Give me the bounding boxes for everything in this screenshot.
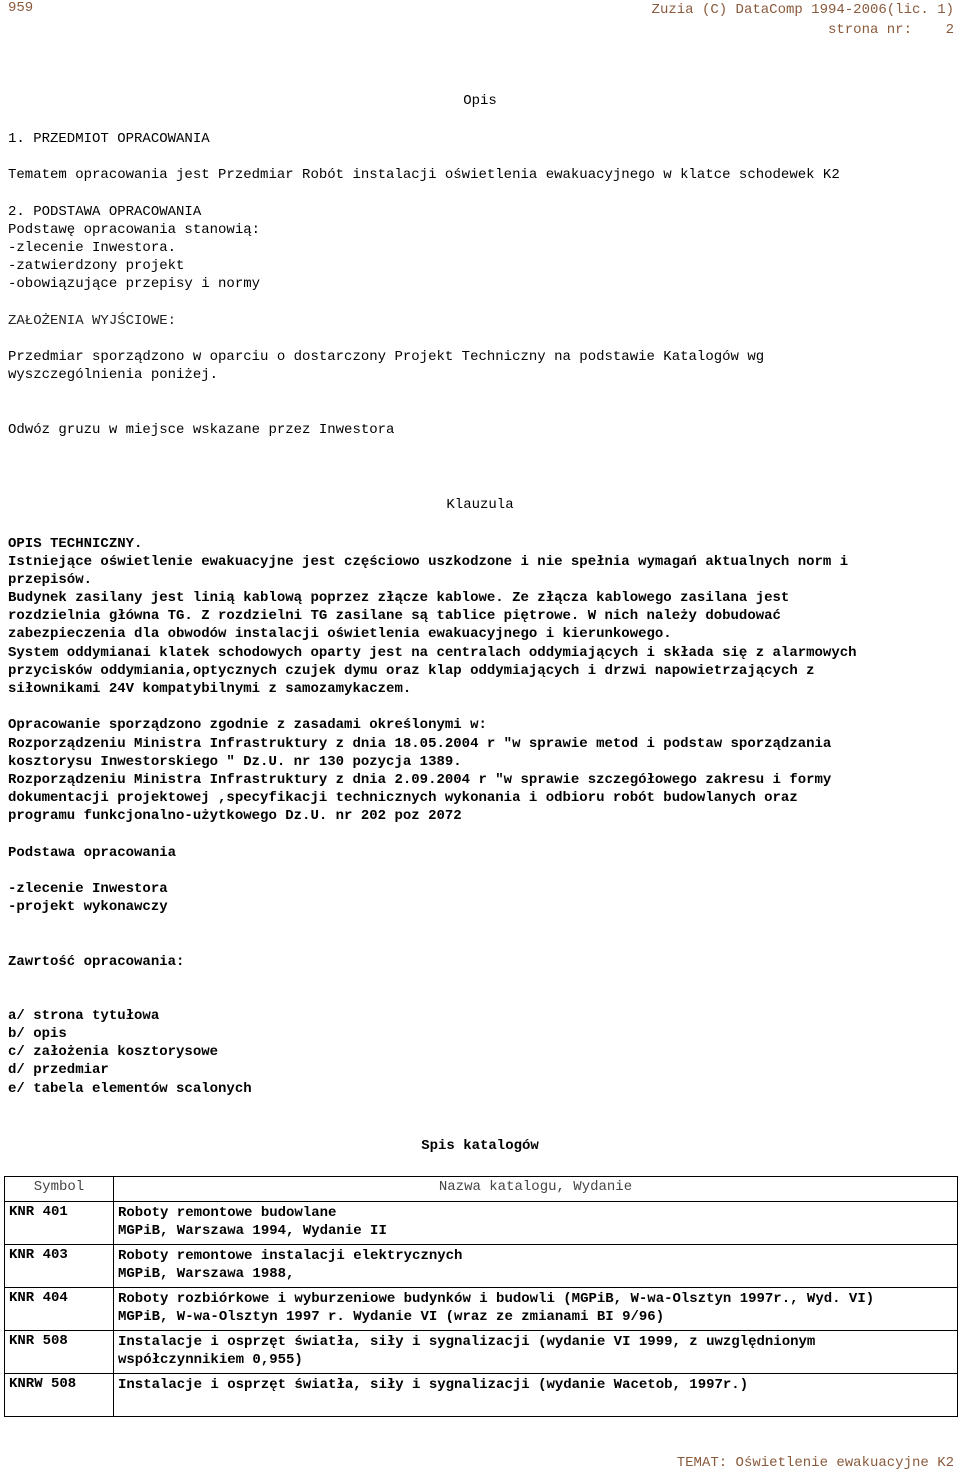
catalog-name-line: MGPiB, Warszawa 1994, Wydanie II (118, 1223, 387, 1239)
zawartosc-item: c/ założenia kosztorysowe (8, 1044, 219, 1060)
opis-title: Opis (463, 93, 497, 109)
header-page-label: strona nr: 2 (827, 22, 954, 38)
sec2-line: -zlecenie Inwestora. (8, 240, 177, 256)
podstawa-line: -projekt wykonawczy (8, 899, 168, 915)
table-row (5, 1374, 958, 1417)
opis-tech-line: siłownikami 24V kompatybilnymi z samozamykaczem. (8, 681, 412, 697)
page-header (0, 0, 960, 40)
opis-tech-line: zabezpieczenia dla obwodów instalacji oświetlenia ewakuacyjnego i kierunkowego. (8, 626, 672, 642)
catalog-table (4, 1176, 958, 1417)
catalog-name (114, 1245, 958, 1288)
sec2-line: -obowiązujące przepisy i normy (8, 276, 261, 292)
catalog-symbol: KNR 403 (5, 1245, 114, 1288)
catalog-name (114, 1202, 958, 1245)
rozporzadzenia-line: kosztorysu Inwestorskiego " Dz.U. nr 130 pozycja 1389. (8, 754, 462, 770)
opis-tech-line: przepisów. (8, 572, 93, 588)
table-row (5, 1288, 958, 1331)
opis-tech-line: przycisków oddymiania,optycznych czujek dymu oraz klap oddymiających i drzwi napowietrzających z (8, 663, 815, 679)
table-row (5, 1245, 958, 1288)
catalog-header-row (5, 1177, 958, 1202)
table-row (5, 1331, 958, 1374)
footer-temat: TEMAT: Oświetlenie ewakuacyjne K2 (676, 1455, 954, 1471)
catalog-name (114, 1374, 958, 1417)
podstawa-line: -zlecenie Inwestora (8, 881, 168, 897)
podstawa-heading: Podstawa opracowania (8, 845, 177, 861)
opis-tech-line: rozdzielnia główna TG. Z rozdzielni TG zasilane są tablice piętrowe. W nich należy dobudować (8, 608, 781, 624)
catalog-name-line: MGPiB, W-wa-Olsztyn 1997 r. Wydanie VI (wraz ze zmianami BI 9/96) (118, 1309, 665, 1325)
sec1-text: Tematem opracowania jest Przedmiar Robót instalacji oświetlenia ewakuacyjnego w klatce schodewek K2 (8, 167, 840, 183)
catalog-name-line: Instalacje i osprzęt światła, siły i sygnalizacji (wydanie VI 1999, z uwzględnionym (118, 1334, 816, 1350)
zalozenia-line: Przedmiar sporządzono w oparciu o dostarczony Projekt Techniczny na podstawie Katalogów wg (8, 349, 765, 365)
opis-tech-line: System oddymianai klatek schodowych oparty jest na centralach oddymiających i składa się z alarmowych (8, 645, 857, 661)
zawartosc-item: a/ strona tytułowa (8, 1008, 160, 1024)
sec2-line: -zatwierdzony projekt (8, 258, 185, 274)
catalog-name-line: Roboty rozbiórkowe i wyburzeniowe budynków i budowli (MGPiB, W-wa-Olsztyn 1997r., Wyd. VI) (118, 1291, 875, 1307)
header-right (652, 0, 954, 40)
zalozenia-line: wyszczególnienia poniżej. (8, 367, 219, 383)
catalog-name (114, 1331, 958, 1374)
catalog-name (114, 1288, 958, 1331)
klauzula-title: Klauzula (446, 497, 514, 513)
rozporzadzenia-line: programu funkcjonalno-użytkowego Dz.U. nr 202 poz 2072 (8, 808, 462, 824)
opis-tech-line: OPIS TECHNICZNY. (8, 536, 143, 552)
catalog-name-line: MGPiB, Warszawa 1988, (118, 1266, 295, 1282)
sec2-line: Podstawę opracowania stanowią: (8, 222, 261, 238)
catalog-symbol: KNR 404 (5, 1288, 114, 1331)
opis-tech-line: Budynek zasilany jest linią kablową poprzez złącze kablowe. Ze złącza kablowego zasilana jest (8, 590, 790, 606)
zawartosc-item: e/ tabela elementów scalonych (8, 1081, 252, 1097)
zawartosc-heading: Zawrtość opracowania: (8, 954, 185, 970)
opis-tech-line: Istniejące oświetlenie ewakuacyjne jest częściowo uszkodzone i nie spełnia wymagań aktualnych norm i (8, 554, 849, 570)
zawartosc-item: b/ opis (8, 1026, 67, 1042)
rozporzadzenia-line: Rozporządzeniu Ministra Infrastruktury z dnia 2.09.2004 r "w sprawie szczegółowego zakresu i formy (8, 772, 832, 788)
odwoz-gruzu: Odwóz gruzu w miejsce wskazane przez Inwestora (8, 422, 395, 438)
sec2-heading: 2. PODSTAWA OPRACOWANIA (8, 204, 202, 220)
catalog-symbol: KNR 401 (5, 1202, 114, 1245)
col-name: Nazwa katalogu, Wydanie (114, 1177, 958, 1202)
katalogi-title: Spis katalogów (421, 1138, 539, 1154)
rozporzadzenia-line: Opracowanie sporządzono zgodnie z zasadami określonymi w: (8, 717, 487, 733)
catalog-symbol: KNRW 508 (5, 1374, 114, 1417)
sec1-heading: 1. PRZEDMIOT OPRACOWANIA (8, 131, 210, 147)
catalog-name-line: Instalacje i osprzęt światła, siły i sygnalizacji (wydanie Wacetob, 1997r.) (118, 1377, 749, 1393)
zawartosc-item: d/ przedmiar (8, 1062, 109, 1078)
rozporzadzenia-line: dokumentacji projektowej ,specyfikacji technicznych wykonania i odbioru robót budowlanych oraz (8, 790, 798, 806)
zalozenia-heading: ZAŁOŻENIA WYJŚCIOWE: (8, 313, 177, 329)
col-symbol: Symbol (5, 1177, 114, 1202)
catalog-name-line: Roboty remontowe instalacji elektrycznych (118, 1248, 463, 1264)
catalog-name-line: Roboty remontowe budowlane (118, 1205, 337, 1221)
header-software: Zuzia (C) DataComp 1994-2006(lic. 1) (651, 2, 954, 18)
catalog-name-line: współczynnikiem 0,955) (118, 1352, 303, 1368)
header-page-number: 959 (8, 0, 34, 16)
table-row (5, 1202, 958, 1245)
catalog-symbol: KNR 508 (5, 1331, 114, 1374)
rozporzadzenia-line: Rozporządzeniu Ministra Infrastruktury z dnia 18.05.2004 r "w sprawie metod i podstaw sporządzania (8, 736, 832, 752)
